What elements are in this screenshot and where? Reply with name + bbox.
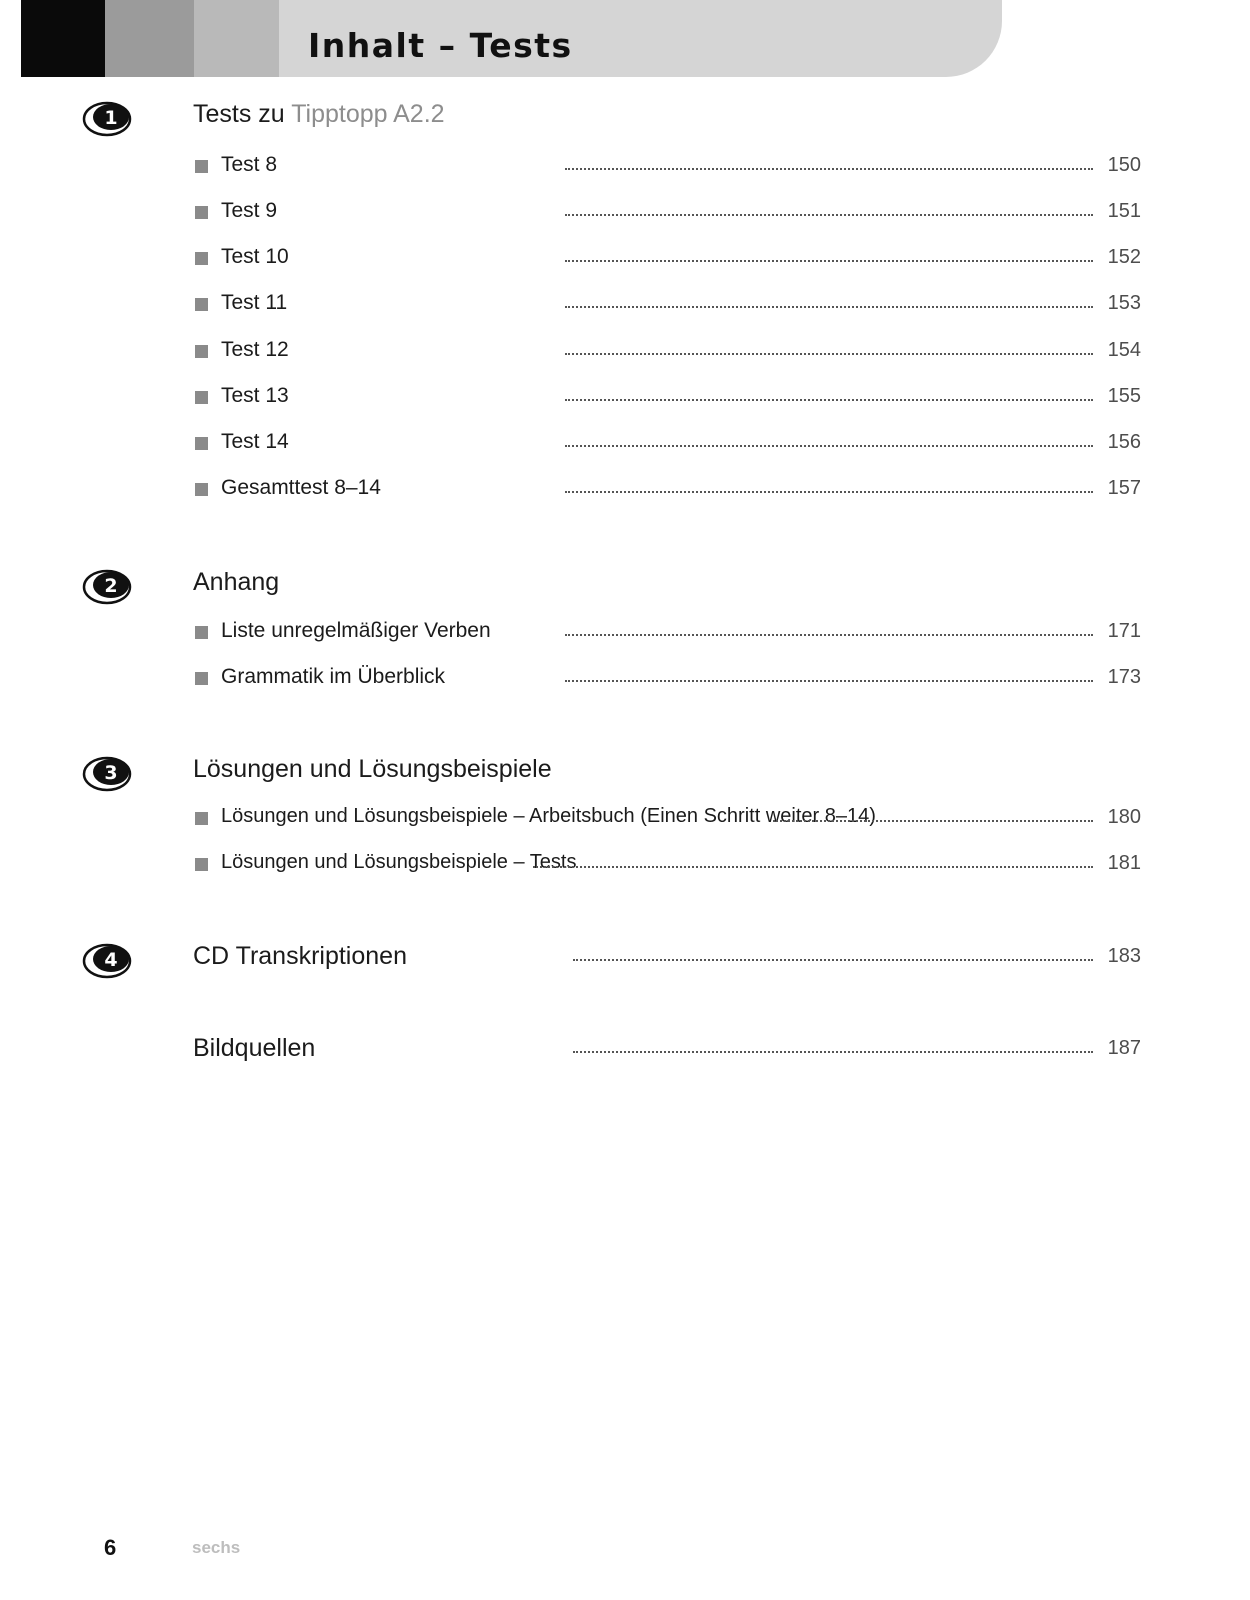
section-3-heading: [193, 755, 552, 784]
dot-leader: [573, 1051, 1093, 1053]
dot-leader: [565, 306, 1093, 308]
toc-entry[interactable]: [193, 151, 1141, 181]
toc-entry[interactable]: [193, 428, 1141, 458]
section-number: 1: [104, 107, 118, 129]
bullet-square-icon: [195, 160, 208, 173]
toc-entry-page: 181: [1107, 852, 1141, 874]
bullet-square-icon: [195, 672, 208, 685]
section-heading-main: Lösungen und Lösungsbeispiele: [193, 755, 552, 783]
toc-entry-label: Lösungen und Lösungsbeispiele – Tests: [221, 851, 580, 874]
toc-entry-label: Test 14: [221, 430, 293, 454]
toc-entry[interactable]: [193, 942, 1141, 972]
dot-leader: [565, 214, 1093, 216]
bullet-square-icon: [195, 483, 208, 496]
toc-entry[interactable]: [193, 474, 1141, 504]
toc-entry-label: Test 13: [221, 384, 293, 408]
toc-entry[interactable]: [193, 663, 1141, 693]
toc-entry-page: 155: [1107, 385, 1141, 407]
bullet-square-icon: [195, 858, 208, 871]
dot-leader: [565, 399, 1093, 401]
section-4-badge-icon: [80, 942, 132, 980]
toc-entry-page: 157: [1107, 477, 1141, 499]
section-2-heading: [193, 568, 279, 597]
toc-entry-page: 173: [1107, 666, 1141, 688]
toc-entry[interactable]: [193, 803, 1141, 833]
dot-leader: [565, 491, 1093, 493]
bullet-square-icon: [195, 812, 208, 825]
toc-entry-page: 187: [1107, 1037, 1141, 1059]
header-band: [0, 0, 1000, 77]
dot-leader: [573, 959, 1093, 961]
bullet-square-icon: [195, 345, 208, 358]
toc-entry-label: Test 10: [221, 245, 293, 269]
bullet-square-icon: [195, 206, 208, 219]
toc-entry-page: 153: [1107, 292, 1141, 314]
toc-entry-page: 152: [1107, 246, 1141, 268]
toc-entry[interactable]: [193, 617, 1141, 647]
dot-leader: [565, 353, 1093, 355]
bullet-square-icon: [195, 298, 208, 311]
toc-entry-label: Grammatik im Überblick: [221, 665, 449, 689]
section-number: 2: [104, 575, 118, 597]
section-heading-main: Anhang: [193, 568, 280, 596]
toc-entry-label: Test 8: [221, 153, 281, 177]
page-title: Inhalt – Tests: [308, 26, 573, 65]
toc-entry-page: 151: [1107, 200, 1141, 222]
toc-entry-label: Test 9: [221, 199, 281, 223]
bullet-square-icon: [195, 626, 208, 639]
toc-entry-page: 171: [1107, 620, 1141, 642]
dot-leader: [533, 866, 1093, 868]
toc-entry-label: Gesamttest 8–14: [221, 476, 385, 500]
section-1-badge-icon: [80, 100, 132, 138]
toc-entry-page: 183: [1107, 945, 1141, 967]
header-block-mid-gray: [194, 0, 279, 77]
section-number: 4: [104, 949, 118, 971]
bullet-square-icon: [195, 391, 208, 404]
dot-leader: [565, 260, 1093, 262]
bullet-square-icon: [195, 437, 208, 450]
toc-entry-label: Liste unregelmäßiger Verben: [221, 619, 495, 643]
toc-entry-page: 180: [1107, 806, 1141, 828]
section-3-badge-icon: [80, 755, 132, 793]
toc-entry[interactable]: [193, 336, 1141, 366]
section-4-heading: CD Transkriptionen: [193, 942, 411, 971]
section-2-badge-icon: [80, 568, 132, 606]
dot-leader: [565, 445, 1093, 447]
section-1-heading: [193, 100, 445, 129]
toc-entry[interactable]: [193, 289, 1141, 319]
bullet-square-icon: [195, 252, 208, 265]
toc-entry-page: 150: [1107, 154, 1141, 176]
toc-entry-label: Test 12: [221, 338, 293, 362]
dot-leader: [565, 680, 1093, 682]
dot-leader: [565, 168, 1093, 170]
toc-entry[interactable]: [193, 1034, 1141, 1064]
dot-leader: [773, 820, 1093, 822]
extra-heading: Bildquellen: [193, 1034, 319, 1063]
toc-entry-page: 156: [1107, 431, 1141, 453]
toc-entry[interactable]: [193, 197, 1141, 227]
toc-entry[interactable]: [193, 849, 1141, 879]
footer-page-number: 6: [104, 1535, 117, 1560]
dot-leader: [565, 634, 1093, 636]
toc-entry-label: Lösungen und Lösungsbeispiele – Arbeitsbuch (Einen Schritt weiter 8–14): [221, 805, 880, 828]
header-block-dark-gray: [105, 0, 194, 77]
section-heading-accent: Tipptopp A2.2: [291, 100, 445, 128]
toc-entry[interactable]: [193, 382, 1141, 412]
toc-entry[interactable]: [193, 243, 1141, 273]
section-heading-main: Tests zu: [193, 100, 285, 128]
footer-page-word: sechs: [192, 1538, 241, 1557]
header-block-black: [21, 0, 105, 77]
toc-entry-page: 154: [1107, 339, 1141, 361]
section-number: 3: [104, 762, 118, 784]
toc-entry-label: Test 11: [221, 291, 291, 315]
